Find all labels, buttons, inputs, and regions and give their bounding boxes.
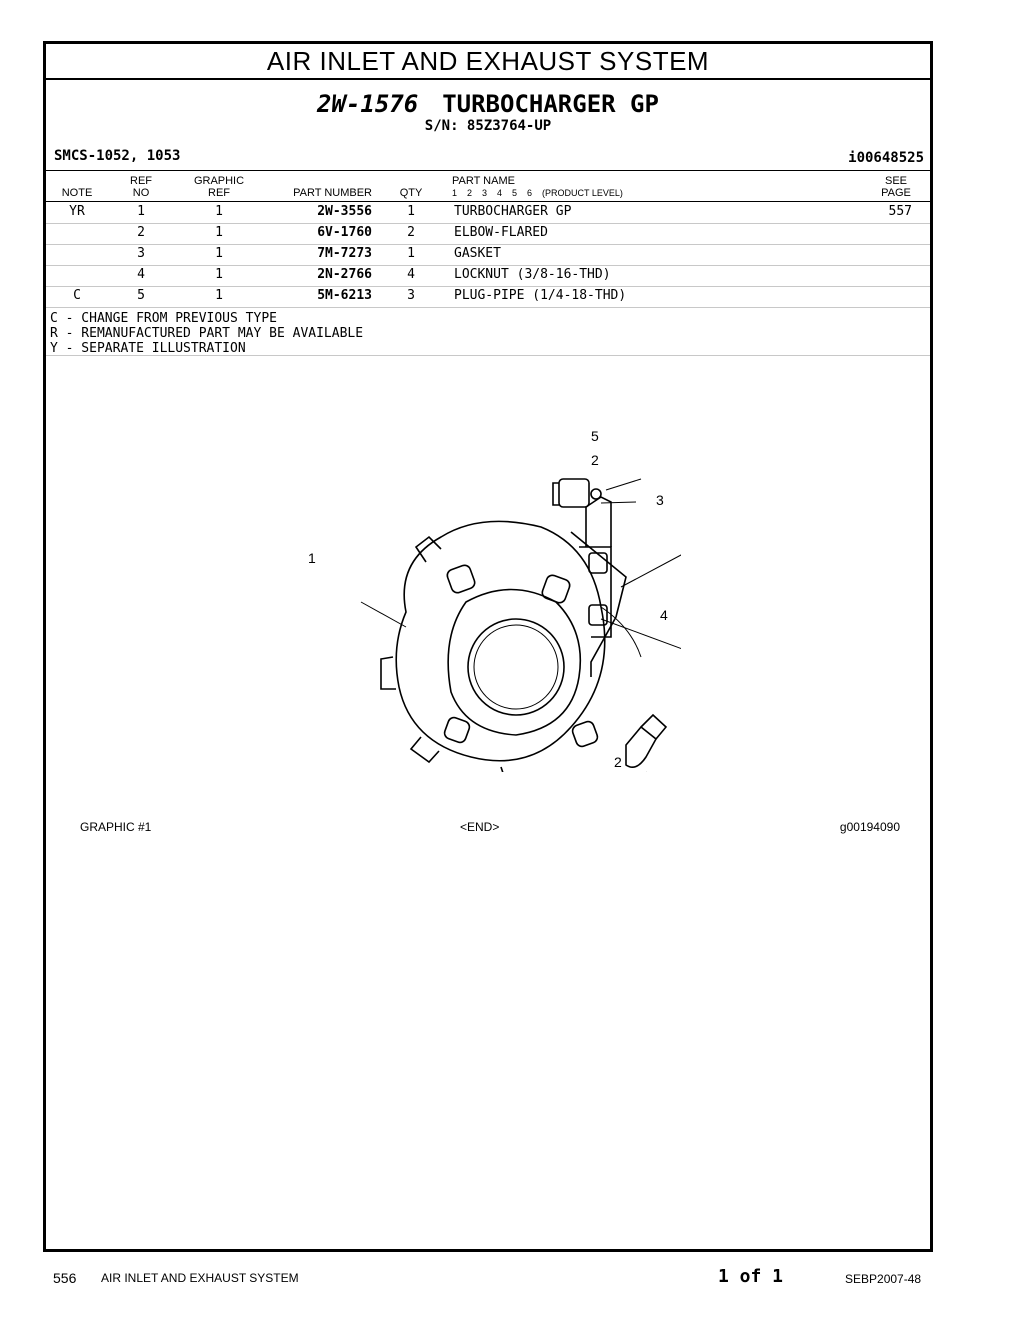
col-part-name-label: PART NAME — [452, 175, 515, 187]
row-graphic-ref: 1 — [215, 246, 223, 261]
row-note: YR — [69, 204, 85, 219]
col-ref — [121, 175, 161, 199]
col-gref-top: GRAPHIC — [193, 175, 245, 187]
col-graphic-ref — [184, 175, 254, 199]
smcs-code: SMCS-1052, 1053 — [54, 148, 181, 164]
row-graphic-ref: 1 — [215, 288, 223, 303]
col-gref-bottom: REF — [208, 187, 230, 199]
end-marker: <END> — [460, 820, 500, 834]
col-see-top: SEE — [884, 175, 907, 187]
col-part-name — [452, 175, 623, 199]
col-product-levels: 1 2 3 4 5 6 (PRODUCT LEVEL) — [452, 188, 623, 198]
col-qty: QTY — [399, 187, 423, 199]
row-ref: 1 — [137, 204, 145, 219]
row-ref: 4 — [137, 267, 145, 282]
row-part-name: ELBOW-FLARED — [454, 225, 548, 240]
note-remanufactured: R - REMANUFACTURED PART MAY BE AVAILABLE — [50, 326, 364, 341]
row-ref: 2 — [137, 225, 145, 240]
row-part-name: LOCKNUT (3/8-16-THD) — [454, 267, 611, 282]
row-part-number: 2N-2766 — [317, 267, 372, 282]
page-title: AIR INLET AND EXHAUST SYSTEM — [46, 44, 930, 80]
table-row — [46, 244, 930, 266]
row-qty: 3 — [407, 288, 415, 303]
col-ref-bottom: NO — [132, 187, 150, 199]
image-id: i00648525 — [848, 150, 924, 166]
row-qty: 2 — [407, 225, 415, 240]
callout-label: 5 — [591, 428, 599, 444]
row-ref: 5 — [137, 288, 145, 303]
callout-label: 3 — [656, 492, 664, 508]
row-qty: 4 — [407, 267, 415, 282]
table-row — [46, 202, 930, 224]
footer-document-id: SEBP2007-48 — [845, 1272, 922, 1286]
row-ref: 3 — [137, 246, 145, 261]
note-separate-illustration: Y - SEPARATE ILLUSTRATION — [50, 341, 246, 356]
col-see-bottom: PAGE — [881, 187, 911, 199]
serial-number: S/N: 85Z3764-UP — [424, 118, 552, 134]
row-graphic-ref: 1 — [215, 225, 223, 240]
row-part-number: 2W-3556 — [317, 204, 372, 219]
row-graphic-ref: 1 — [215, 267, 223, 282]
callout-label: 2 — [614, 754, 622, 770]
note-change: C - CHANGE FROM PREVIOUS TYPE — [50, 311, 277, 326]
turbocharger-illustration — [301, 427, 681, 772]
group-name: TURBOCHARGER GP — [442, 90, 659, 118]
group-heading — [46, 90, 930, 118]
table-row — [46, 223, 930, 245]
table-row — [46, 265, 930, 287]
row-note: C — [73, 288, 81, 303]
graphic-label: GRAPHIC #1 — [80, 820, 152, 834]
row-part-number: 7M-7273 — [317, 246, 372, 261]
notes-divider — [46, 355, 930, 356]
notes-legend — [50, 311, 363, 356]
row-qty: 1 — [407, 246, 415, 261]
footer-section: AIR INLET AND EXHAUST SYSTEM — [101, 1271, 299, 1285]
row-qty: 1 — [407, 204, 415, 219]
callout-label: 4 — [660, 607, 668, 623]
row-see-page: 557 — [888, 204, 912, 219]
row-part-number: 6V-1760 — [317, 225, 372, 240]
graphic-id: g00194090 — [839, 820, 900, 834]
footer-page-count: 1 of 1 — [718, 1266, 784, 1287]
row-part-name: TURBOCHARGER GP — [454, 204, 572, 219]
row-part-name: GASKET — [454, 246, 501, 261]
callout-label: 1 — [308, 550, 316, 566]
row-part-number: 5M-6213 — [317, 288, 372, 303]
header-divider — [46, 170, 930, 171]
footer-page-number: 556 — [53, 1270, 77, 1286]
col-note: NOTE — [61, 187, 93, 199]
row-graphic-ref: 1 — [215, 204, 223, 219]
group-part-number: 2W-1576 — [317, 90, 419, 118]
col-ref-top: REF — [130, 175, 152, 187]
table-row — [46, 286, 930, 308]
page-frame — [43, 41, 933, 1252]
col-see-page — [876, 175, 916, 199]
row-part-name: PLUG-PIPE (1/4-18-THD) — [454, 288, 627, 303]
col-part-number: PART NUMBER — [293, 187, 372, 199]
callout-label: 2 — [591, 452, 599, 468]
